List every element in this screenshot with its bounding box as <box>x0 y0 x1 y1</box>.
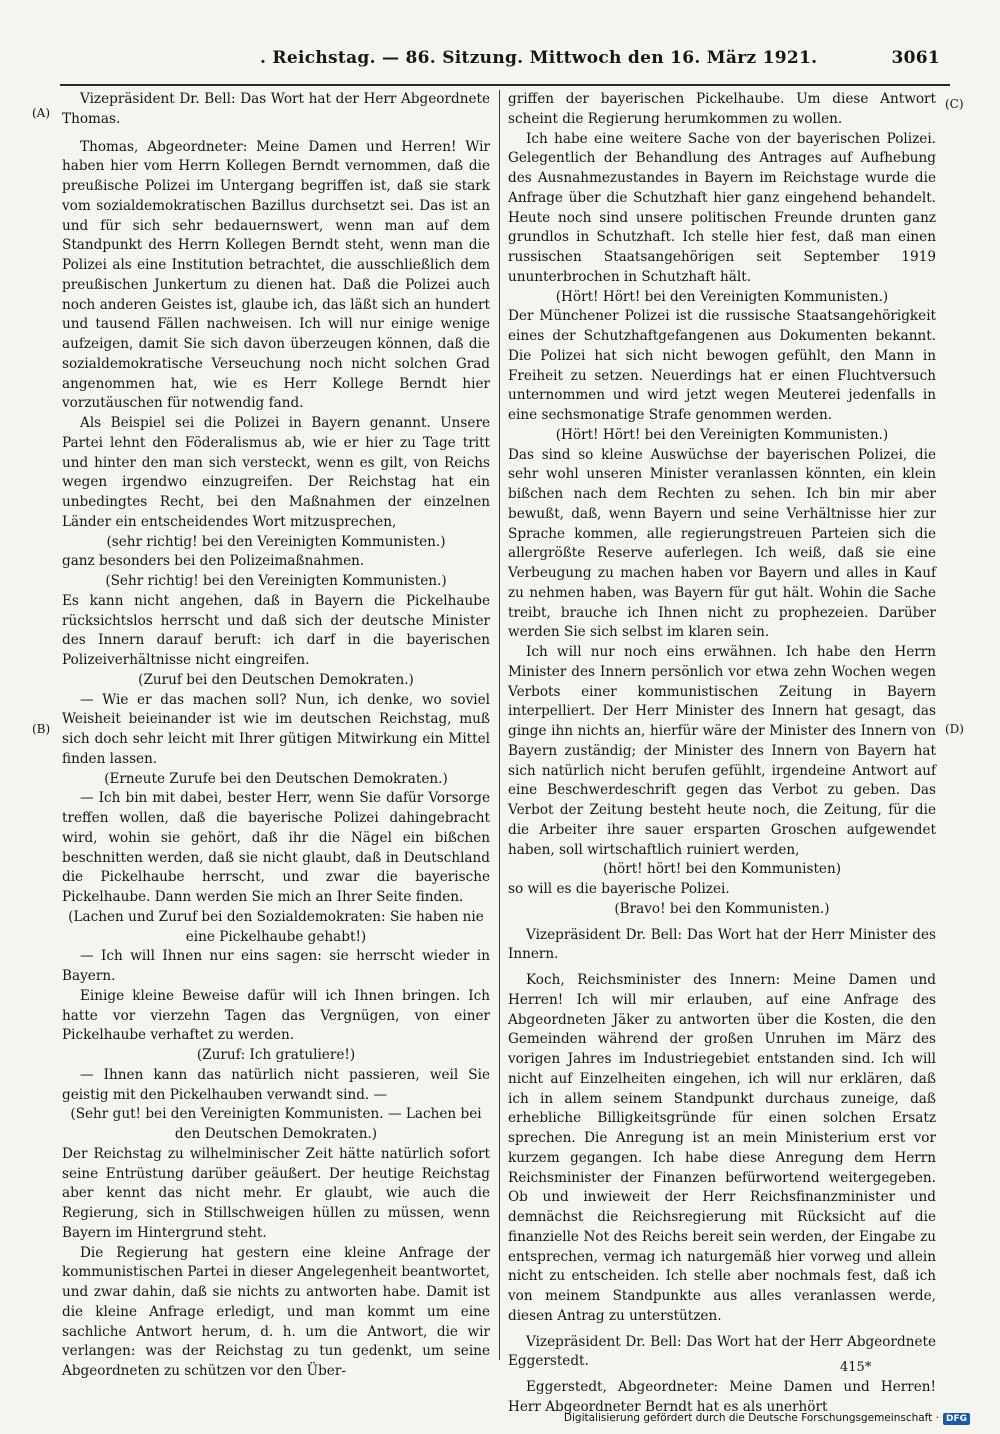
interjection: (Zuruf bei den Deutschen Demokraten.) <box>138 671 414 688</box>
paragraph: so will es die bayerische Polizei. <box>508 881 730 897</box>
interjection: (Sehr richtig! bei den Vereinigten Kommunisten.) <box>105 573 447 589</box>
paragraph: Die Regierung hat gestern eine kleine Anfrage der kommunistischen Partei in dieser Angelegenheit beantwortet, und zwar dahin, daß sie nichts zu antworten habe. Damit ist die kleine Anfrage erledigt, und man kommt um eine sachliche Antwort herum, d. h. um die Antwort, die wir verlangen: was der Reichstag zu tun gedenkt, um seine Abgeordneten zu schützen vor den Über- <box>62 1244 490 1379</box>
paragraph: — Ich bin mit dabei, bester Herr, wenn Sie dafür Vorsorge treffen wollen, daß die bayerische Polizei dahingebracht wird, wohin sie gehört, daß ihr die Nägel ein bißchen beschnitten werden, daß sie nicht glaubt, daß in Deutschland die Pickelhaube herrscht, und zwar die bayerische Pickelhaube. Dann werden Sie mich an Ihrer Seite finden. <box>62 790 490 905</box>
signature-mark: 415* <box>840 1360 872 1375</box>
paragraph: Als Beispiel sei die Polizei in Bayern genannt. Unsere Partei lehnt den Föderalismus ab, wie er hier zu Tage tritt und hinter den man sich versteckt, wenn es gilt, von Reichs wegen irgendwo einzugreifen. Der Reichstag hat ein unbedingtes Recht, bei den Maßnahmen der einzelnen Länder ein entscheidendes Wort mitzusprechen, <box>62 415 490 530</box>
running-title: . Reichstag. — 86. Sitzung. Mittwoch den 16. März 1921. <box>260 48 818 68</box>
column-divider <box>499 90 500 1360</box>
paragraph: Thomas, Abgeordneter: Meine Damen und Herren! Wir haben hier vom Herrn Kollegen Berndt vernommen, daß die preußische Polizei im Untergang begriffen ist, daß sie stark vom sozialdemokratischen Bazillus durchsetzt sei. Das ist an und für sich sehr bedauernswert, wenn man auf dem Standpunkt des Herrn Kollegen Berndt steht, wenn man die Polizei als eine Institution betrachtet, die ausschließlich dem preußischen Junkertum zu dienen hat. Daß die Polizei auch noch anderen Geistes ist, glaube ich, das läßt sich an hundert und tausend Fällen nachweisen. Ich will nur einige wenige aufzeigen, damit Sie sich davon überzeugen können, daß die sozialdemokratische Verseuchung noch nicht solchen Grad angenommen hat, wie es Herr Kollege Berndt hier vorzutäuschen für notwendig fand. <box>62 138 490 412</box>
paragraph: Vizepräsident Dr. Bell: Das Wort hat der Herr Abgeordnete Thomas. <box>62 91 490 127</box>
paragraph: Ich habe eine weitere Sache von der bayerischen Polizei. Gelegentlich der Behandlung des Antrages auf Aufhebung des Ausnahmezustandes in Bayern im Reichstage wurde die Anfrage über die Schutzhaft hier ganz eingehend behandelt. Heute noch sind unsere politischen Freunde drunten ganz grundlos in Schutzhaft. Ich stelle hier fest, daß man einen russischen Staatsangehörigen seit September 1919 ununterbrochen in Schutzhaft hält. <box>508 130 936 285</box>
interjection: (Bravo! bei den Kommunisten.) <box>614 900 830 917</box>
interjection: (Lachen und Zuruf bei den Sozialdemokraten: Sie haben nie eine Pickelhaube gehabt!) <box>68 908 484 945</box>
margin-mark-b: (B) <box>32 722 51 736</box>
paragraph: Vizepräsident Dr. Bell: Das Wort hat der Herr Minister des Innern. <box>508 926 936 963</box>
paragraph: Ich will nur noch eins erwähnen. Ich habe den Herrn Minister des Innern persönlich vor etwa zehn Wochen wegen Verbots einer kommunistischen Zeitung in Bayern interpelliert. Der Herr Minister des Innern hat gesagt, das ginge ihn nichts an, hierfür wäre der Minister des Innern von Bayern zuständig; der Minister des Innern von Bayern hat sich natürlich nicht berufen gefühlt, irgendeine Antwort auf eine Beschwerdeschrift gegen das Verbot zu geben. Das Verbot der Zeitung besteht heute noch, die Zeitung, für die die Arbeiter ihre sauer ersparten Groschen aufgewendet haben, soll wirtschaftlich ruiniert werden, <box>508 644 936 858</box>
paragraph: — Wie er das machen soll? Nun, ich denke, wo soviel Weisheit beieinander ist wie im deutschen Reichstag, muß sich doch sehr leicht mit Ihrer gütigen Mitwirkung ein Mittel finden lassen. <box>62 691 490 767</box>
left-column <box>62 90 490 1379</box>
margin-mark-a: (A) <box>32 106 51 120</box>
paragraph: ganz besonders bei den Polizeimaßnahmen. <box>62 553 365 570</box>
interjection: (Sehr gut! bei den Vereinigten Kommunisten. — Lachen bei den Deutschen Demokraten.) <box>70 1106 482 1142</box>
interjection: (Hört! Hört! bei den Vereinigten Kommunisten.) <box>555 426 889 443</box>
interjection: (sehr richtig! bei den Vereinigten Kommunisten.) <box>106 533 446 550</box>
interjection: (Zuruf: Ich gratuliere!) <box>196 1047 356 1063</box>
paragraph: Das sind so kleine Auswüchse der bayerischen Polizei, die sehr wohl unseren Minister veranlassen könnten, ein klein bißchen nach dem Rechten zu sehen. Ich bin mir aber bewußt, daß, wenn Bayern und seine Verhältnisse hier zur Sprache kommen, alle regierungstreuen Parteien sich die allergrößte Reserve auferlegen. Ich weiß, daß sie eine Verbeugung zu machen haben vor Bayern und alles in Kauf zu nehmen haben, was Bayern für gut hält. Wohin die Sache treibt, brauche ich Ihnen nicht zu prophezeien. Darüber werden Sie sich selbst im klaren sein. <box>508 446 936 641</box>
margin-mark-d: (D) <box>945 722 964 736</box>
paragraph: — Ich will Ihnen nur eins sagen: sie herrscht wieder in Bayern. <box>62 948 490 984</box>
interjection: (Erneute Zurufe bei den Deutschen Demokraten.) <box>104 770 448 787</box>
footer-text: Digitalisierung gefördert durch die Deutsche Forschungsgemeinschaft · <box>563 1412 939 1424</box>
paragraph: griffen der bayerischen Pickelhaube. Um diese Antwort scheint die Regierung herumkommen zu wollen. <box>508 91 936 127</box>
paragraph: Einige kleine Beweise dafür will ich Ihnen bringen. Ich hatte vor vierzehn Tagen das Vergnügen, von einer Pickelhaube verhaftet zu werden. <box>62 987 490 1044</box>
margin-mark-c: (C) <box>945 97 964 111</box>
footer <box>564 1412 970 1425</box>
paragraph: Vizepräsident Dr. Bell: Das Wort hat der Herr Abgeordnete Eggerstedt. <box>508 1333 936 1370</box>
dfg-logo: DFG <box>943 1413 970 1425</box>
interjection: (Hört! Hört! bei den Vereinigten Kommunisten.) <box>555 288 889 305</box>
interjection: (hört! hört! bei den Kommunisten) <box>602 861 842 878</box>
page-number: 3061 <box>891 48 940 68</box>
paragraph: Koch, Reichsminister des Innern: Meine Damen und Herren! Ich will mir erlauben, auf eine Anfrage des Abgeordneten Jäker zu antworten über die Kosten, die den Gemeinden während der großen Unruhen im März des vorigen Jahres im Industriegebiet entstanden sind. Ich will nicht auf Einzelheiten eingehen, ich will nur erklären, daß ich in allem seinem Standpunkt durchaus zuneige, daß erhebliche Billigkeitsgründe für einen solchen Ersatz sprechen. Die Anregung ist an mein Ministerium erst vor kurzem gegangen. Ich habe diese Anregung dem Herrn Reichsminister der Finanzen befürwortend weitergegeben. Ob und inwieweit der Herr Reichsfinanzminister und demnächst die Reichsregierung mit Rücksicht auf die finanzielle Not des Reichs bereit sein werden, der Eingabe zu entsprechen, vermag ich naturgemäß hier vorweg und allein nicht zu entscheiden. Ich stelle aber nochmals fest, daß ich von meinem Standpunkte aus alles veranlassen werde, diesen Antrag zu unterstützen. <box>508 972 936 1324</box>
header-rule <box>60 84 950 86</box>
page-header <box>260 48 940 76</box>
paragraph: — Ihnen kann das natürlich nicht passieren, weil Sie geistig mit den Pickelhauben verwandt sind. — <box>62 1066 490 1103</box>
paragraph: Es kann nicht angehen, daß in Bayern die Pickelhaube rücksichtslos herrscht und daß sich der deutsche Minister des Innern darauf beruft: ich darf in die bayerischen Polizeiverhältnisse nicht eingreifen. <box>62 592 490 668</box>
paragraph: Der Münchener Polizei ist die russische Staatsangehörigkeit eines der Schutzhaftgefangenen aus Dokumenten bekannt. Die Polizei hat sich nicht bewogen gefühlt, den Mann in Freiheit zu setzen. Neuerdings hat er einen Fluchtversuch unternommen und wird jetzt wegen Meuterei jedenfalls in eine sechsmonatige Strafe genommen werden. <box>508 308 936 423</box>
paragraph: Der Reichstag zu wilhelminischer Zeit hätte natürlich sofort seine Entrüstung darüber geäußert. Der heutige Reichstag aber kennt das nicht mehr. Er glaubt, wie auch die Regierung, sich in Stillschweigen hüllen zu müssen, wenn Bayern im Hintergrund steht. <box>62 1145 490 1241</box>
paragraph: Eggerstedt, Abgeordneter: Meine Damen und Herren! Herr Abgeordneter Berndt hat es als unerhört <box>508 1379 936 1415</box>
